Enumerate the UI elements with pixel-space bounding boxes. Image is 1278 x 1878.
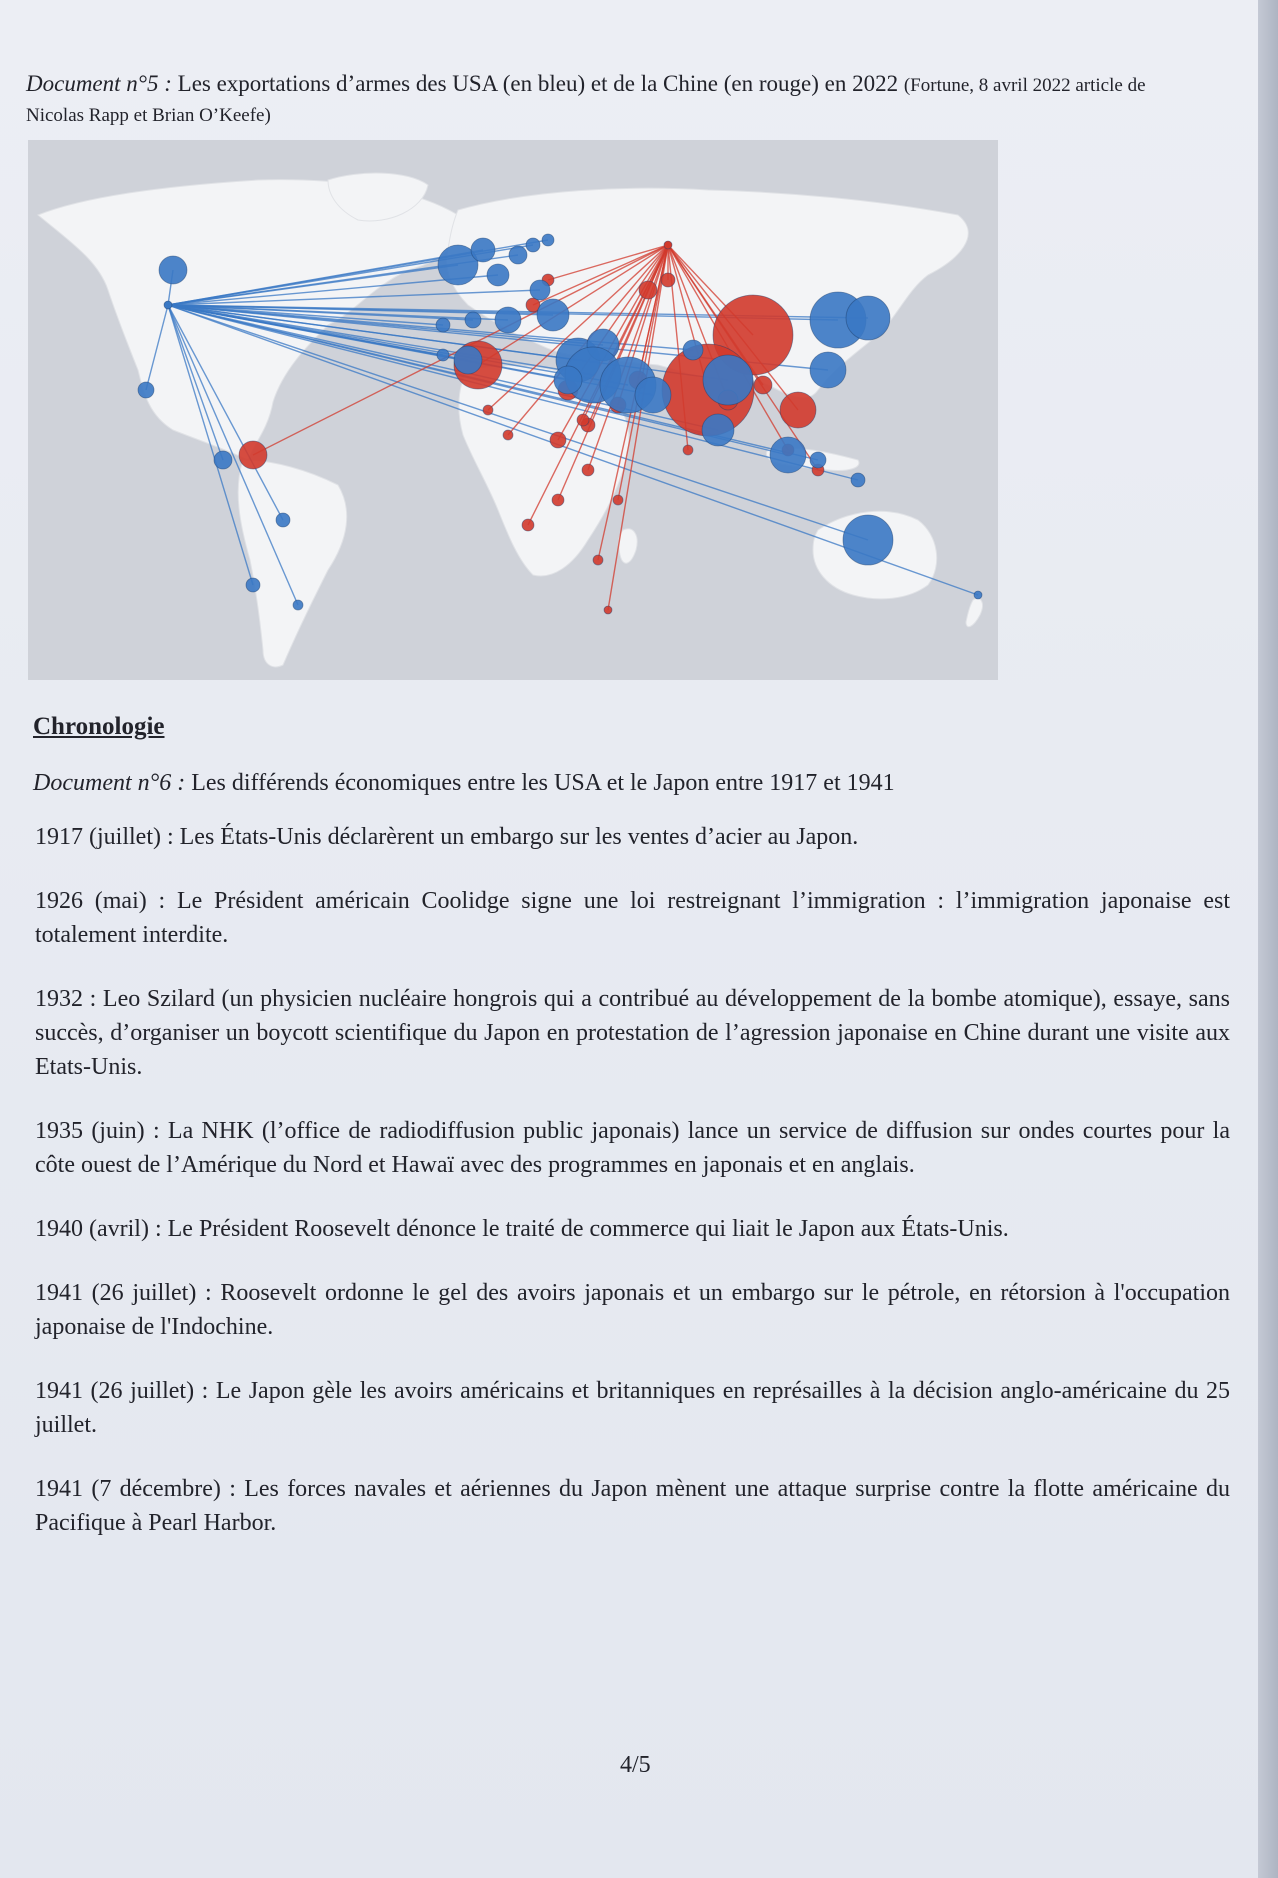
chronology-event: 1941 (26 juillet) : Roosevelt ordonne le gel des avoirs japonais et un embargo sur le pétrole, en rétorsion à l'occupation japonaise de l'Indochine. bbox=[35, 1280, 1230, 1340]
usa-recipient-bubble bbox=[465, 312, 481, 328]
usa-recipient-bubble bbox=[454, 346, 482, 374]
usa-recipient-bubble bbox=[810, 452, 826, 468]
china-recipient-bubble bbox=[503, 430, 513, 440]
chronology-event: 1935 (juin) : La NHK (l’office de radiodiffusion public japonais) lance un service de diffusion sur ondes courtes pour la côte ouest de l’Amérique du Nord et Hawaï avec des programmes en japonais et en anglais. bbox=[35, 1118, 1230, 1178]
document5-label: Document n°5 : bbox=[26, 71, 172, 96]
usa-recipient-bubble bbox=[293, 600, 303, 610]
usa-recipient-bubble bbox=[703, 355, 753, 405]
china-recipient-bubble bbox=[593, 555, 603, 565]
chronology-event: 1940 (avril) : Le Président Roosevelt dénonce le traité de commerce qui liait le Japon aux États-Unis. bbox=[35, 1216, 1009, 1242]
usa-recipient-bubble bbox=[495, 307, 521, 333]
china-recipient-bubble bbox=[604, 606, 612, 614]
china-recipient-bubble bbox=[661, 273, 675, 287]
document5-caption bbox=[26, 70, 1196, 130]
usa-recipient-bubble bbox=[436, 318, 450, 332]
chronology-event: 1941 (26 juillet) : Le Japon gèle les avoirs américains et britanniques en représailles à la décision anglo-américaine du 25 juillet. bbox=[35, 1378, 1230, 1438]
document5-title: Les exportations d’armes des USA (en bleu) et de la Chine (en rouge) en 2022 bbox=[177, 71, 899, 96]
document6-title: Les différends économiques entre les USA et le Japon entre 1917 et 1941 bbox=[191, 770, 895, 796]
usa-recipient-bubble bbox=[554, 366, 582, 394]
usa-recipient-bubble bbox=[487, 264, 509, 286]
usa-origin-marker bbox=[164, 301, 172, 309]
document5-source: (Fortune, 8 avril 2022 article de Nicolas Rapp et Brian O’Keefe) bbox=[26, 75, 1146, 126]
usa-recipient-bubble bbox=[214, 451, 232, 469]
chronology-events bbox=[35, 820, 1230, 1570]
china-origin-marker bbox=[664, 241, 672, 249]
usa-recipient-bubble bbox=[846, 296, 890, 340]
china-recipient-bubble bbox=[522, 519, 534, 531]
usa-recipient-bubble bbox=[851, 473, 865, 487]
usa-recipient-bubble bbox=[542, 234, 554, 246]
china-recipient-bubble bbox=[639, 281, 657, 299]
china-recipient-bubble bbox=[582, 464, 594, 476]
world-map bbox=[28, 140, 998, 680]
chronology-event: 1917 (juillet) : Les États-Unis déclarèrent un embargo sur les ventes d’acier au Japon. bbox=[35, 824, 859, 850]
chronology-event: 1941 (7 décembre) : Les forces navales et aériennes du Japon mènent une attaque surprise contre la flotte américaine du Pacifique à Pearl Harbor. bbox=[35, 1476, 1230, 1536]
china-recipient-bubble bbox=[239, 441, 267, 469]
usa-recipient-bubble bbox=[974, 591, 982, 599]
usa-recipient-bubble bbox=[276, 513, 290, 527]
document6-label: Document n°6 : bbox=[33, 770, 186, 796]
arms-export-map bbox=[28, 140, 998, 680]
usa-recipient-bubble bbox=[159, 256, 187, 284]
south-america bbox=[238, 460, 347, 667]
usa-recipient-bubble bbox=[770, 437, 806, 473]
usa-recipient-bubble bbox=[246, 578, 260, 592]
usa-recipient-bubble bbox=[537, 299, 569, 331]
usa-recipient-bubble bbox=[437, 349, 449, 361]
page-number: 4/5 bbox=[620, 1752, 651, 1778]
usa-recipient-bubble bbox=[810, 352, 846, 388]
china-recipient-bubble bbox=[550, 432, 566, 448]
madagascar bbox=[619, 529, 637, 564]
china-recipient-bubble bbox=[754, 376, 772, 394]
document6-caption bbox=[33, 770, 1213, 797]
usa-recipient-bubble bbox=[635, 377, 671, 413]
china-recipient-bubble bbox=[483, 405, 493, 415]
china-recipient-bubble bbox=[613, 495, 623, 505]
usa-recipient-bubble bbox=[843, 515, 893, 565]
china-recipient-bubble bbox=[552, 494, 564, 506]
usa-recipient-bubble bbox=[702, 414, 734, 446]
page-edge bbox=[1258, 0, 1278, 1878]
chronology-event: 1926 (mai) : Le Président américain Coolidge signe une loi restreignant l’immigration : l’immigration japonaise est totalement interdite. bbox=[35, 888, 1230, 948]
china-recipient-bubble bbox=[683, 445, 693, 455]
chronology-event: 1932 : Leo Szilard (un physicien nucléaire hongrois qui a contribué au développement de la bombe atomique), essaye, sans succès, d’organiser un boycott scientifique du Japon en protestation de l’agression japonaise en Chine durant une visite aux Etats-Unis. bbox=[35, 986, 1230, 1080]
usa-recipient-bubble bbox=[683, 340, 703, 360]
china-recipient-bubble bbox=[780, 392, 816, 428]
usa-recipient-bubble bbox=[138, 382, 154, 398]
chronology-heading: Chronologie bbox=[33, 713, 165, 740]
usa-recipient-bubble bbox=[526, 238, 540, 252]
usa-recipient-bubble bbox=[471, 238, 495, 262]
china-recipient-bubble bbox=[577, 414, 589, 426]
usa-recipient-bubble bbox=[509, 246, 527, 264]
new-zealand bbox=[966, 598, 982, 626]
usa-recipient-bubble bbox=[530, 280, 550, 300]
